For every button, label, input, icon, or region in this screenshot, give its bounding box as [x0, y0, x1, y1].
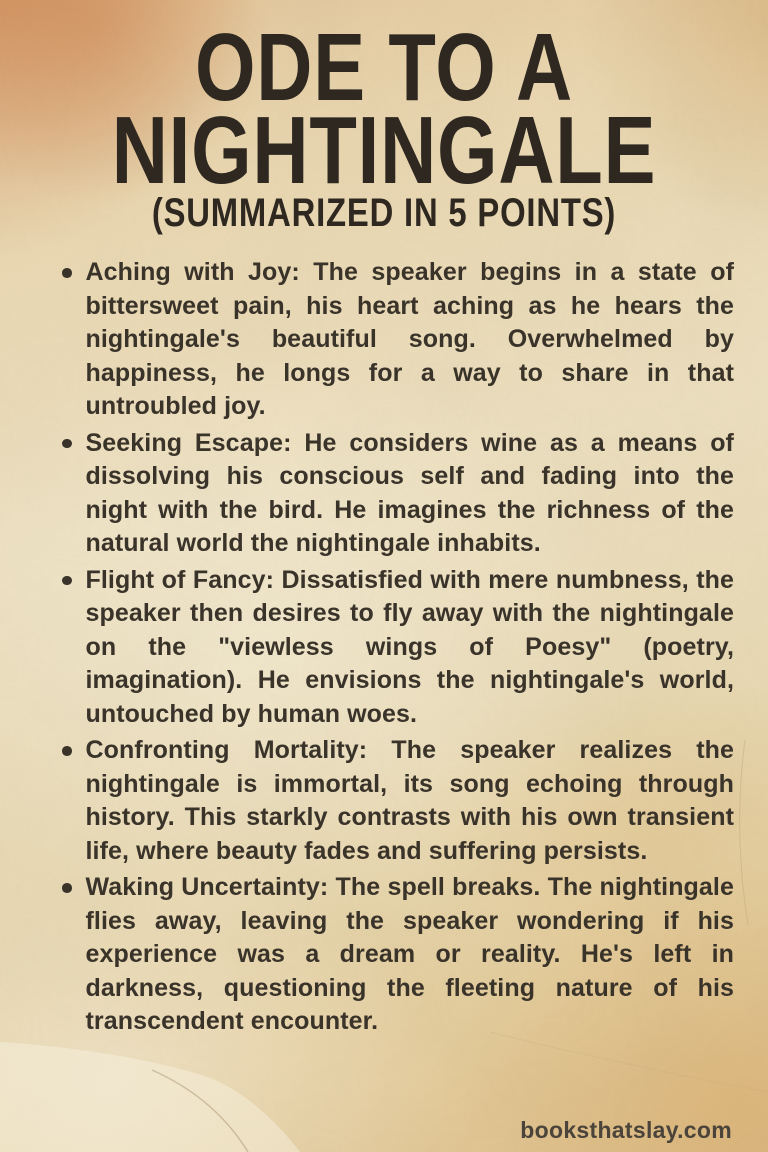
summary-point-text: Aching with Joy: The speaker begins in a state of bittersweet pain, his heart aching as he hears the nightingale's beautiful song. Overwhelmed by happiness, he longs for a way to share in that untroubled joy. — [85, 258, 734, 420]
summary-point — [56, 734, 734, 868]
summary-point-text: Confronting Mortality: The speaker realizes the nightingale is immortal, its song echoing through history. This starkly contrasts with his own transient life, where beauty fades and suffering persists. — [85, 736, 734, 865]
bullet-icon — [62, 746, 72, 756]
summary-point — [56, 564, 734, 732]
bullet-icon — [62, 883, 72, 893]
summary-list — [56, 256, 734, 1042]
page-subtitle: (SUMMARIZED IN 5 POINTS) — [151, 191, 617, 235]
summary-point — [56, 427, 734, 561]
page-title — [0, 14, 768, 204]
summary-point-text: Flight of Fancy: Dissatisfied with mere numbness, the speaker then desires to fly away with the nightingale on the "viewless wings of Poesy" (poetry, imagination). He envisions the nightingale's world, untouched by human woes. — [85, 565, 734, 728]
bullet-icon — [62, 268, 72, 278]
summary-point-text: Seeking Escape: He considers wine as a means of dissolving his conscious self and fading into the night with the bird. He imagines the richness of the natural world the nightingale inhabits. — [85, 428, 734, 557]
bullet-icon — [62, 576, 72, 586]
summary-point — [56, 256, 734, 424]
title-line-1: ODE TO A — [194, 14, 574, 121]
title-line-2: NIGHTINGALE — [111, 97, 657, 204]
header — [0, 0, 768, 236]
summary-point-text: Waking Uncertainty: The spell breaks. The nightingale flies away, leaving the speaker wondering if his experience was a dream or reality. He's left in darkness, questioning the fleeting nature of his transcendent encounter. — [85, 873, 734, 1035]
summary-point — [56, 871, 734, 1039]
watermark: booksthatslay.com — [520, 1117, 732, 1143]
bullet-icon — [62, 439, 72, 449]
